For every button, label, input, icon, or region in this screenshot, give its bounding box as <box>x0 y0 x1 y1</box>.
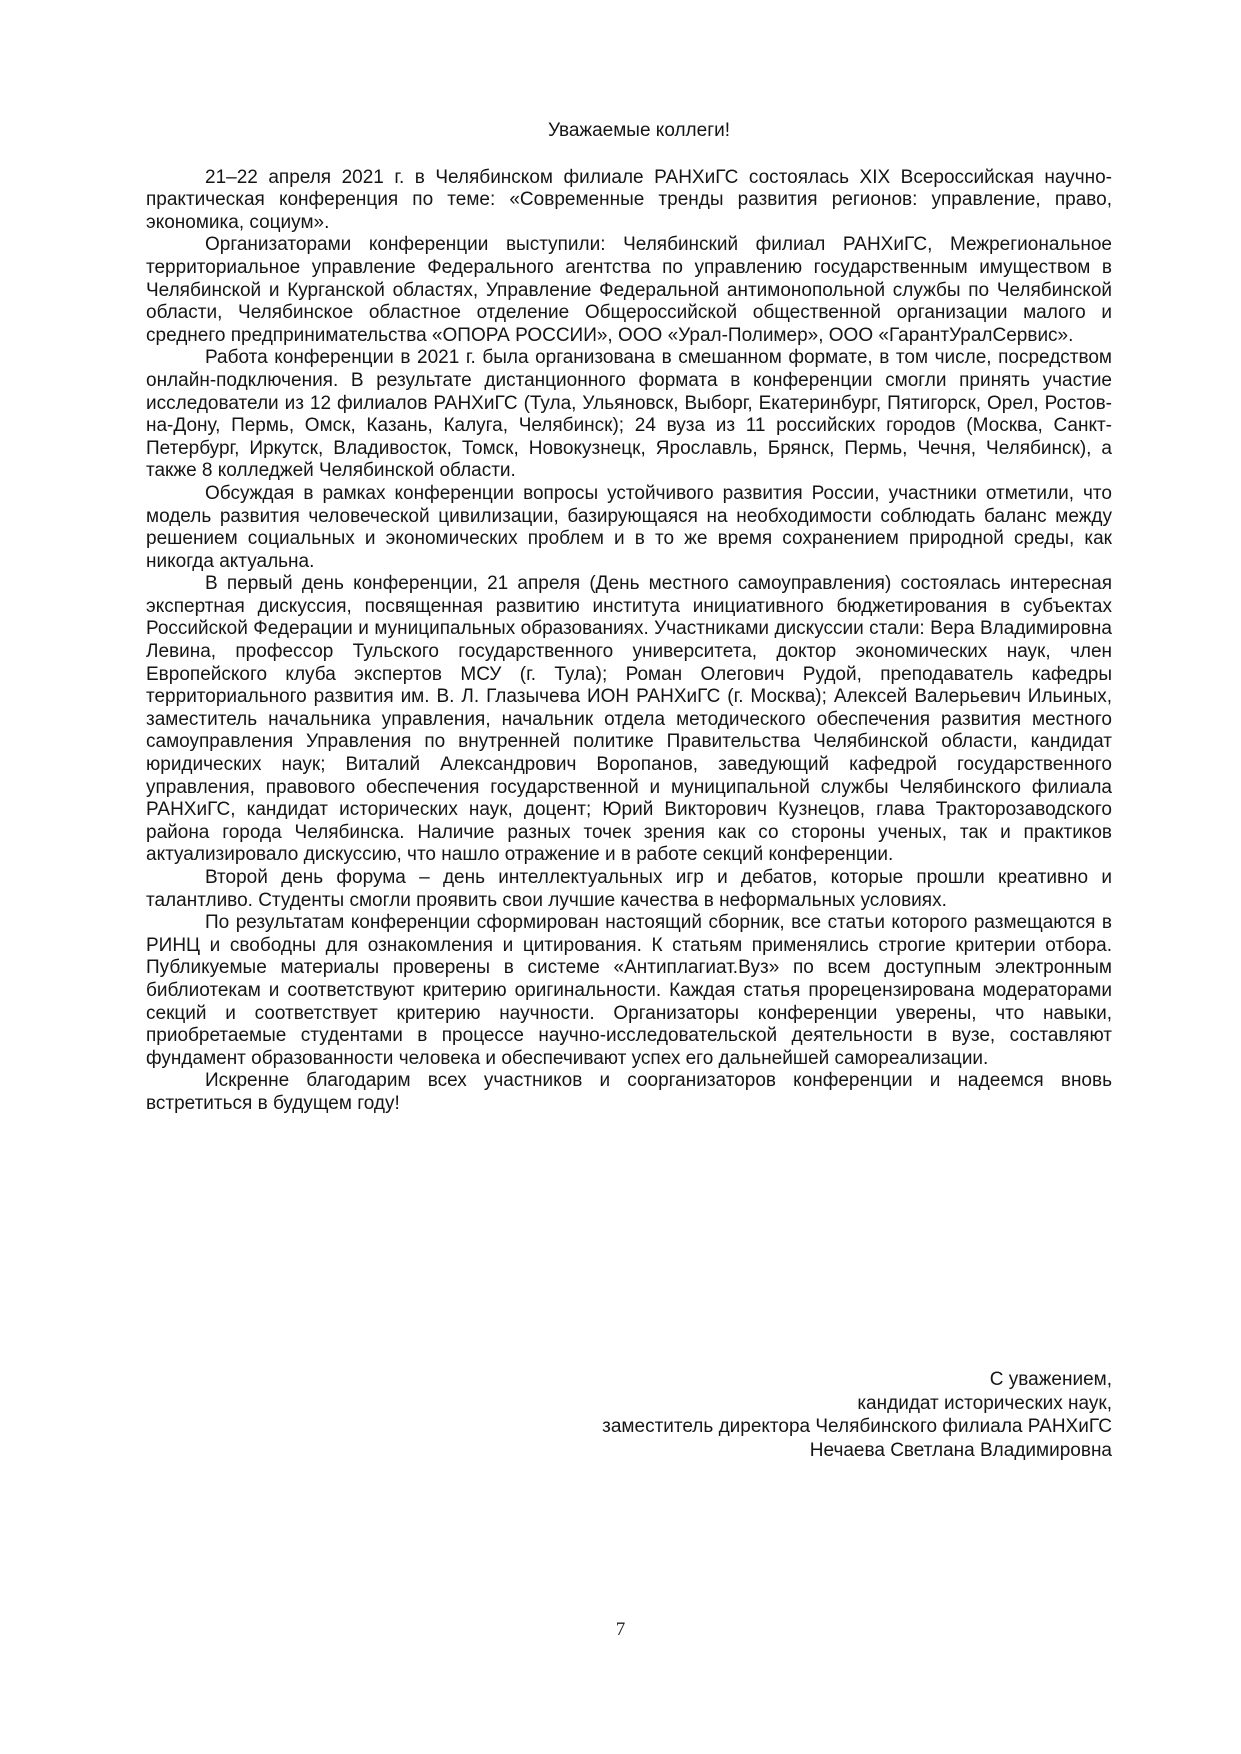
signature-degree: кандидат исторических наук, <box>857 1392 1112 1414</box>
signature-name: Нечаева Светлана Владимировна <box>809 1439 1112 1461</box>
paragraph-first-day-discussion: В первый день конференции, 21 апреля (День местного самоуправления) состоялась интересная экспертная дискуссия, посвященная развитию института инициативного бюджетирования в субъектах Российской Федерации и муниципальных образованиях. Участниками дискуссии стали: Вера Владимировна Левина, профессор Тульского государственного университета, доктор экономических наук, член Европейского клуба экспертов МСУ (г. Тула); Роман Олегович Рудой, преподаватель кафедры территориального развития им. В. Л. Глазычева ИОН РАНХиГС (г. Москва); Алексей Валерьевич Ильиных, заместитель начальника управления, начальник отдела методического обеспечения развития местного самоуправления Управления по внутренней политике Правительства Челябинской области, кандидат юридических наук; Виталий Александрович Воропанов, заведующий кафедрой государственного управления, правового обеспечения государственной и муниципальной службы Челябинского филиала РАНХиГС, кандидат исторических наук, доцент; Юрий Викторович Кузнецов, глава Тракторозаводского района города Челябинска. Наличие разных точек зрения как со стороны ученых, так и практиков актуализировало дискуссию, что нашло отражение и в работе секций конференции. <box>146 573 1112 866</box>
paragraph-proceedings: По результатам конференции сформирован настоящий сборник, все статьи которого размещаются в РИНЦ и свободны для ознакомления и цитирования. К статьям применялись строгие критерии отбора. Публикуемые материалы проверены в системе «Антиплагиат.Вуз» по всем доступным электронным библиотекам и соответствуют критерию оригинальности. Каждая статья прорецензирована модераторами секций и соответствует критерию научности. Организаторы конференции уверены, что навыки, приобретаемые студентами в процессе научно-исследовательской деятельности в вузе, составляют фундамент образованности человека и обеспечивают успех его дальнейшей самореализации. <box>146 912 1112 1069</box>
paragraph-format-participants: Работа конференции в 2021 г. была организована в смешанном формате, в том числе, посредством онлайн-подключения. В результате дистанционного формата в конференции смогли принять участие исследователи из 12 филиалов РАНХиГС (Тула, Ульяновск, Выборг, Екатеринбург, Пятигорск, Орел, Ростов-на-Дону, Пермь, Омск, Казань, Калуга, Челябинск); 24 вуза из 11 российских городов (Москва, Санкт-Петербург, Иркутск, Владивосток, Томск, Новокузнецк, Ярославль, Брянск, Пермь, Чечня, Челябинск), а также 8 колледжей Челябинской области. <box>146 347 1112 482</box>
signature-position: заместитель директора Челябинского филиала РАНХиГС <box>602 1416 1112 1438</box>
signature-closing: С уважением, <box>989 1369 1112 1390</box>
letter-body <box>146 120 1112 1116</box>
letter-greeting: Уважаемые коллеги! <box>547 120 731 141</box>
signature-block <box>146 1368 1112 1462</box>
letter-text <box>146 167 1112 1116</box>
page-number: 7 <box>615 1619 626 1640</box>
paragraph-sustainable-development: Обсуждая в рамках конференции вопросы устойчивого развития России, участники отметили, что модель развития человеческой цивилизации, базирующаяся на необходимости соблюдать баланс между решением социальных и экономических проблем и в то же время сохранением природной среды, как никогда актуальна. <box>146 482 1112 572</box>
paragraph-second-day: Второй день форума – день интеллектуальных игр и дебатов, которые прошли креативно и талантливо. Студенты смогли проявить свои лучшие качества в неформальных условиях. <box>146 867 1112 911</box>
paragraph-organizers: Организаторами конференции выступили: Челябинский филиал РАНХиГС, Межрегиональное территориальное управление Федерального агентства по управлению государственным имуществом в Челябинской и Курганской областях, Управление Федеральной антимонопольной службы по Челябинской области, Челябинское областное отделение Общероссийской общественной организации малого и среднего предпринимательства «ОПОРА РОССИИ», ООО «Урал-Полимер», ООО «ГарантУралСервис». <box>146 234 1112 346</box>
paragraph-conference-announcement: 21–22 апреля 2021 г. в Челябинском филиале РАНХиГС состоялась XIX Всероссийская научно-практическая конференция по теме: «Современные тренды развития регионов: управление, право, экономика, социум». <box>146 166 1112 233</box>
paragraph-gratitude: Искренне благодарим всех участников и соорганизаторов конференции и надеемся вновь встретиться в будущем году! <box>146 1070 1112 1114</box>
